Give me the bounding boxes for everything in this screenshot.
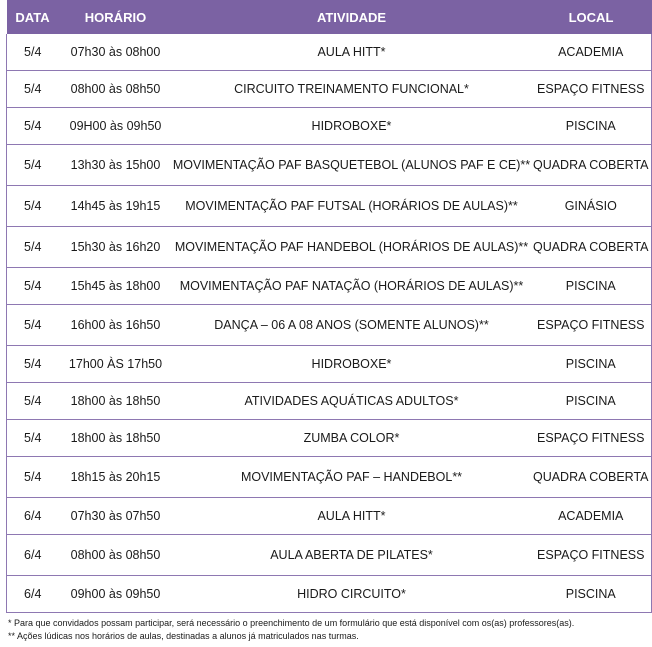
cell-activity: MOVIMENTAÇÃO PAF FUTSAL (HORÁRIOS DE AULAS)** (173, 186, 531, 227)
cell-date: 5/4 (7, 346, 59, 383)
cell-time: 08h00 às 08h50 (59, 535, 173, 576)
cell-time: 09h00 às 09h50 (59, 576, 173, 613)
cell-time: 13h30 às 15h00 (59, 145, 173, 186)
cell-location: ACADEMIA (531, 498, 652, 535)
cell-location: PISCINA (531, 346, 652, 383)
cell-time: 07h30 às 08h00 (59, 34, 173, 71)
table-row (7, 346, 652, 383)
cell-activity: AULA HITT* (173, 498, 531, 535)
cell-activity: MOVIMENTAÇÃO PAF NATAÇÃO (HORÁRIOS DE AULAS)** (173, 268, 531, 305)
column-header-location: LOCAL (531, 0, 652, 34)
cell-location: ACADEMIA (531, 34, 652, 71)
cell-activity: AULA ABERTA DE PILATES* (173, 535, 531, 576)
table-row (7, 227, 652, 268)
cell-location: PISCINA (531, 383, 652, 420)
cell-time: 15h30 às 16h20 (59, 227, 173, 268)
cell-time: 18h00 às 18h50 (59, 420, 173, 457)
cell-time: 08h00 às 08h50 (59, 71, 173, 108)
cell-time: 15h45 às 18h00 (59, 268, 173, 305)
cell-time: 18h15 às 20h15 (59, 457, 173, 498)
cell-time: 18h00 às 18h50 (59, 383, 173, 420)
cell-location: ESPAÇO FITNESS (531, 71, 652, 108)
cell-date: 5/4 (7, 420, 59, 457)
cell-date: 6/4 (7, 576, 59, 613)
table-row (7, 457, 652, 498)
cell-date: 6/4 (7, 498, 59, 535)
cell-date: 5/4 (7, 145, 59, 186)
cell-location: PISCINA (531, 576, 652, 613)
cell-date: 5/4 (7, 186, 59, 227)
cell-activity: DANÇA – 06 A 08 ANOS (SOMENTE ALUNOS)** (173, 305, 531, 346)
cell-location: QUADRA COBERTA (531, 457, 652, 498)
cell-date: 6/4 (7, 535, 59, 576)
cell-activity: HIDROBOXE* (173, 346, 531, 383)
cell-location: QUADRA COBERTA (531, 227, 652, 268)
cell-activity: HIDRO CIRCUITO* (173, 576, 531, 613)
cell-date: 5/4 (7, 457, 59, 498)
cell-time: 07h30 às 07h50 (59, 498, 173, 535)
cell-activity: MOVIMENTAÇÃO PAF BASQUETEBOL (ALUNOS PAF E CE)** (173, 145, 531, 186)
cell-date: 5/4 (7, 227, 59, 268)
cell-time: 16h00 às 16h50 (59, 305, 173, 346)
table-row (7, 535, 652, 576)
cell-activity: AULA HITT* (173, 34, 531, 71)
footnotes (8, 617, 648, 643)
cell-location: ESPAÇO FITNESS (531, 420, 652, 457)
cell-location: GINÁSIO (531, 186, 652, 227)
cell-location: PISCINA (531, 108, 652, 145)
table-header-row (7, 0, 652, 34)
cell-date: 5/4 (7, 71, 59, 108)
cell-activity: HIDROBOXE* (173, 108, 531, 145)
column-header-activity: ATIVIDADE (173, 0, 531, 34)
table-row (7, 268, 652, 305)
table-row (7, 383, 652, 420)
cell-date: 5/4 (7, 305, 59, 346)
table-row (7, 420, 652, 457)
cell-location: QUADRA COBERTA (531, 145, 652, 186)
schedule-rows (7, 34, 652, 613)
cell-activity: MOVIMENTAÇÃO PAF – HANDEBOL** (173, 457, 531, 498)
cell-location: ESPAÇO FITNESS (531, 535, 652, 576)
cell-activity: MOVIMENTAÇÃO PAF HANDEBOL (HORÁRIOS DE AULAS)** (173, 227, 531, 268)
footnote-double-asterisk: ** Ações lúdicas nos horários de aulas, destinadas a alunos já matriculados nas turmas. (8, 631, 359, 641)
cell-activity: ATIVIDADES AQUÁTICAS ADULTOS* (173, 383, 531, 420)
cell-date: 5/4 (7, 108, 59, 145)
cell-time: 14h45 às 19h15 (59, 186, 173, 227)
schedule-table (6, 0, 652, 613)
table-row (7, 576, 652, 613)
cell-time: 09H00 às 09h50 (59, 108, 173, 145)
cell-activity: CIRCUITO TREINAMENTO FUNCIONAL* (173, 71, 531, 108)
table-row (7, 108, 652, 145)
cell-location: PISCINA (531, 268, 652, 305)
cell-date: 5/4 (7, 383, 59, 420)
table-row (7, 34, 652, 71)
table-row (7, 186, 652, 227)
cell-date: 5/4 (7, 268, 59, 305)
column-header-date: DATA (7, 0, 59, 34)
table-row (7, 71, 652, 108)
cell-location: ESPAÇO FITNESS (531, 305, 652, 346)
column-header-time: HORÁRIO (59, 0, 173, 34)
table-row (7, 305, 652, 346)
cell-activity: ZUMBA COLOR* (173, 420, 531, 457)
cell-time: 17h00 ÀS 17h50 (59, 346, 173, 383)
table-row (7, 145, 652, 186)
footnote-single-asterisk: * Para que convidados possam participar, será necessário o preenchimento de um formulário que está disponível com os(as) professores(as). (8, 618, 575, 628)
table-row (7, 498, 652, 535)
cell-date: 5/4 (7, 34, 59, 71)
